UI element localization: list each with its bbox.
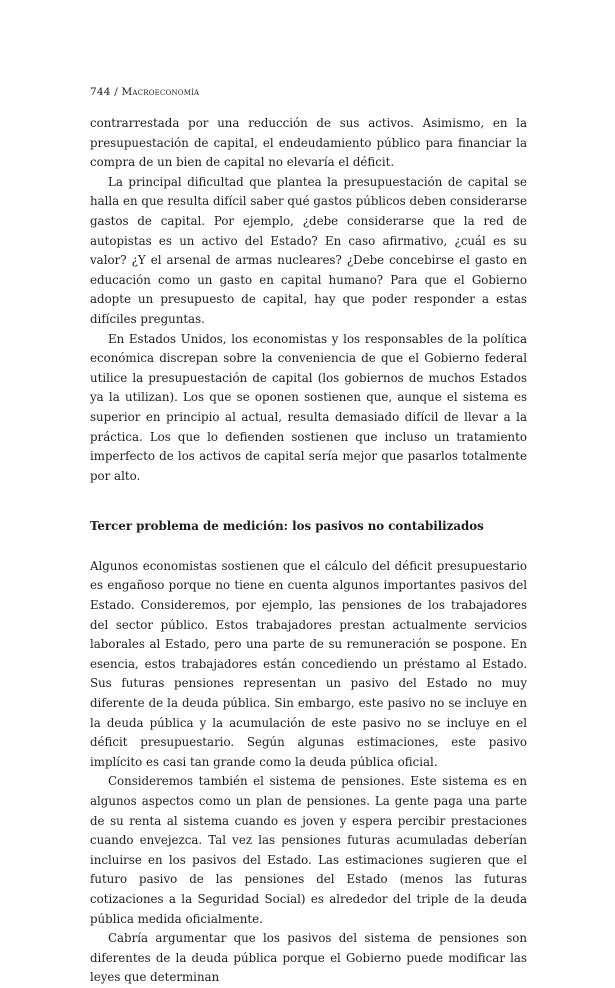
book-title: Macroeconomía: [121, 86, 200, 98]
book-page: [90, 86, 527, 988]
paragraph: contrarrestada por una reducción de sus activos. Asimismo, en la presupuestación de capital, el endeudamiento público para financiar la compra de un bien de capital no elevaría el déficit.: [90, 116, 527, 170]
paragraph: Algunos economistas sostienen que el cálculo del déficit presupuestario es engañoso porque no tiene en cuenta algunos importantes pasivos del Estado. Consideremos, por ejemplo, las pensiones de los trabajadores del sector público. Estos trabajadores prestan actualmente servicios laborales al Estado, pero una parte de su remuneración se pospone. En esencia, estos trabajadores están concediendo un préstamo al Estado. Sus futuras pensiones representan un pasivo del Estado no muy diferente de la deuda pública. Sin embargo, este pasivo no se incluye en la deuda pública y la acumulación de este pasivo no se incluye en el déficit presupuestario. Según algunas estimaciones, este pasivo implícito es casi tan grande como la deuda pública oficial.: [90, 558, 527, 769]
header-separator: /: [110, 86, 122, 98]
section-capital-budgeting: [90, 114, 527, 486]
page-number: 744: [90, 86, 111, 98]
paragraph: Consideremos también el sistema de pensiones. Este sistema es en algunos aspectos como un plan de pensiones. La gente paga una parte de su renta al sistema cuando es joven y espera percibir prestaciones cuando envejezca. Tal vez las pensiones futuras acumuladas deberían incluirse en los pasivos del Estado. Las estimaciones sugieren que el futuro pasivo de las pensiones del Estado (menos las futuras cotizaciones a la Seguridad Social) es alrededor del triple de la deuda pública medida oficialmente.: [90, 774, 527, 926]
paragraph: La principal dificultad que plantea la presupuestación de capital se halla en que resulta difícil saber qué gastos públicos deben considerarse gastos de capital. Por ejemplo, ¿debe considerarse que la red de autopistas es un activo del Estado? En caso afirmativo, ¿cuál es su valor? ¿Y el arsenal de armas nucleares? ¿Debe concebirse el gasto en educación como un gasto en capital humano? Para que el Gobierno adopte un presupuesto de capital, hay que poder responder a estas difíciles preguntas.: [90, 174, 527, 326]
paragraph: En Estados Unidos, los economistas y los responsables de la política económica discrepan sobre la conveniencia de que el Gobierno federal utilice la presupuestación de capital (los gobiernos de muchos Estados ya la utilizan). Los que se oponen sostienen que, aunque el sistema es superior en principio al actual, resulta demasiado difícil de llevar a la práctica. Los que lo defienden sostienen que incluso un tratamiento imperfecto de los activos de capital sería mejor que pasarlos totalmente por alto.: [90, 331, 527, 483]
paragraph: Cabría argumentar que los pasivos del sistema de pensiones son diferentes de la deuda pública porque el Gobierno puede modificar las leyes que determinan: [90, 931, 527, 985]
section-heading: Tercer problema de medición: los pasivos no contabilizados: [90, 519, 484, 534]
running-head: [90, 86, 527, 99]
section-uncounted-liabilities: [90, 557, 527, 988]
